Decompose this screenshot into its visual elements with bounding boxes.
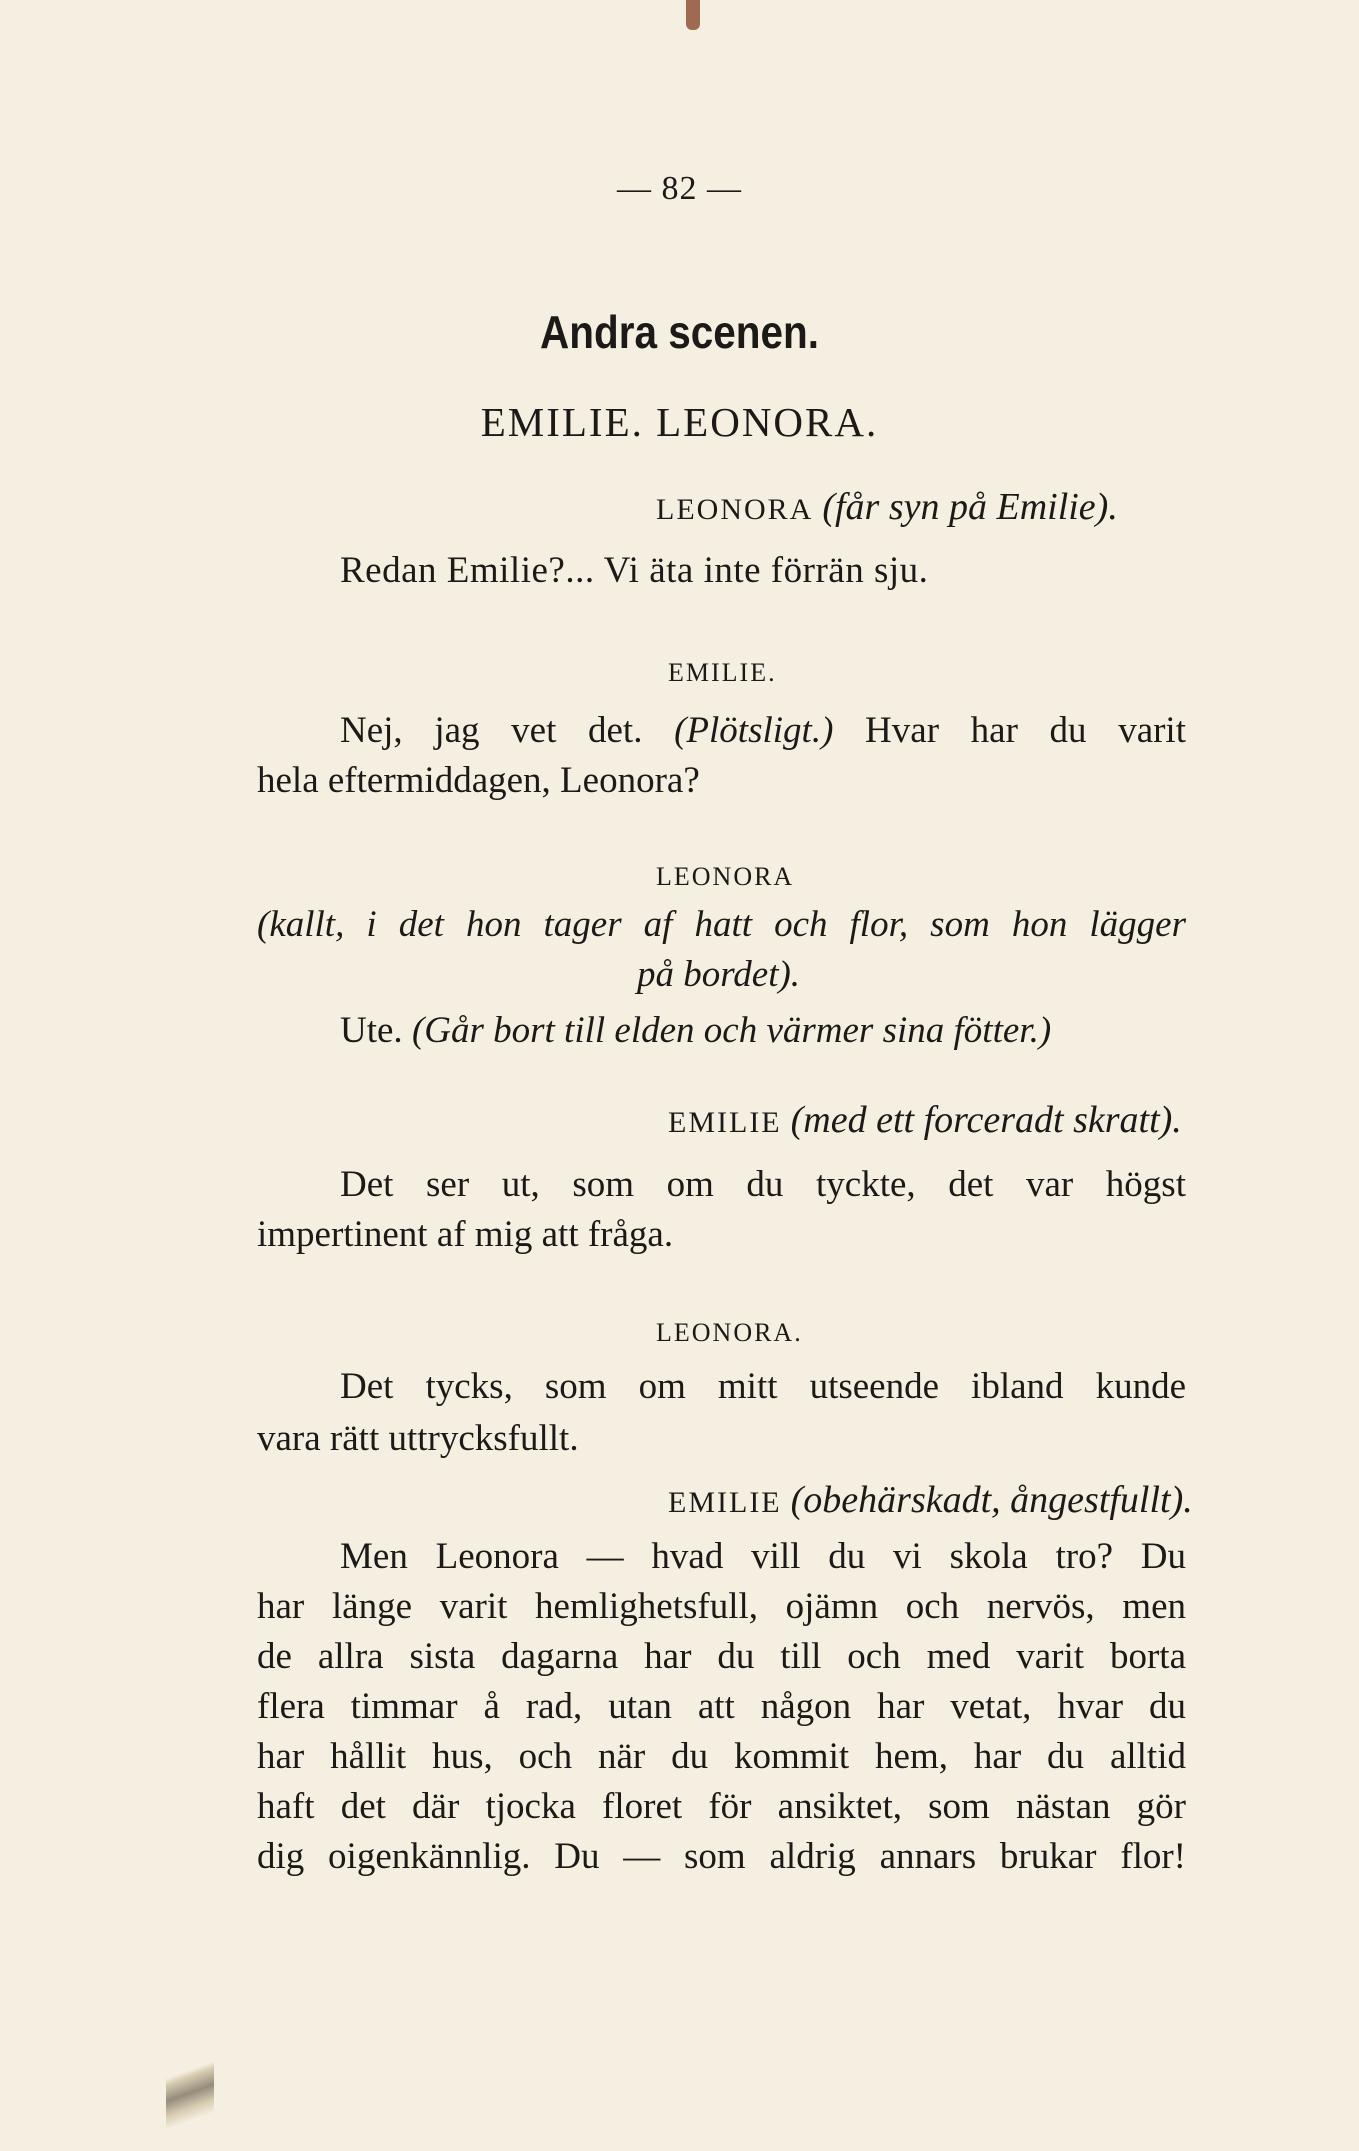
stage-direction: (får syn på Emilie). [822,486,1118,528]
speaker-direction-line [668,1478,1193,1522]
dialogue-line: Redan Emilie?... Vi äta inte förrän sju. [340,550,929,591]
dialogue-line: dig oigenkännlig. Du — som aldrig annars brukar flor! [257,1836,1186,1877]
page-number: — 82 — [617,170,742,207]
dialogue-line: har länge varit hemlighetsfull, ojämn och nervös, men [257,1586,1186,1627]
dialogue-line: de allra sista dagarna har du till och med varit borta [257,1636,1186,1677]
dialogue-line: Det ser ut, som om du tyckte, det var högst [340,1164,1186,1205]
speaker-name: EMILIE [668,1486,782,1519]
dialogue-line: Men Leonora — hvad vill du vi skola tro? Du [340,1536,1186,1577]
speaker-direction-line [668,648,777,690]
dialogue-text: Ute. [340,1010,412,1051]
speaker-name: LEONORA [656,493,814,526]
dialogue-line: har hållit hus, och när du kommit hem, har du alltid [257,1736,1186,1777]
top-edge-mark [686,0,700,30]
speaker-name: LEONORA [656,862,795,891]
speaker-name: EMILIE [668,1106,782,1139]
stage-direction: på bordet). [637,954,801,995]
dialogue-text: Hvar har du varit [833,710,1186,751]
dialogue-line: haft det där tjocka floret för ansiktet, som nästan gör [257,1786,1186,1827]
speaker-direction-line [656,1308,803,1350]
speaker-name: EMILIE. [668,658,777,687]
stage-direction: (med ett forceradt skratt). [790,1099,1182,1141]
dialogue-line: flera timmar å rad, utan att någon har vetat, hvar du [257,1686,1186,1727]
dialogue-line: Det tycks, som om mitt utseende ibland kunde [340,1366,1186,1407]
dialogue-text: Nej, jag vet det. [340,710,675,751]
stage-direction: (Går bort till elden och värmer sina fötter.) [411,1010,1052,1051]
speaker-direction-line [656,852,794,894]
speaker-direction-line [668,1098,1182,1142]
scene-characters: EMILIE. LEONORA. [480,399,879,445]
dialogue-line: impertinent af mig att fråga. [257,1214,674,1255]
dialogue-line: vara rätt uttrycksfullt. [257,1418,579,1459]
stage-direction: (obehärskadt, ångestfullt). [790,1479,1193,1521]
stage-direction: (kallt, i det hon tager af hatt och flor, som hon lägger [257,904,1186,945]
stage-direction: (Plötsligt.) [674,710,834,751]
bottom-edge-mark [166,2040,214,2151]
scene-title: Andra scenen. [540,306,819,358]
speaker-direction-line [656,485,1118,529]
dialogue-line: hela eftermiddagen, Leonora? [257,760,700,801]
dialogue-line [257,712,1186,749]
speaker-name: LEONORA. [656,1318,803,1347]
dialogue-line [257,1012,1186,1049]
